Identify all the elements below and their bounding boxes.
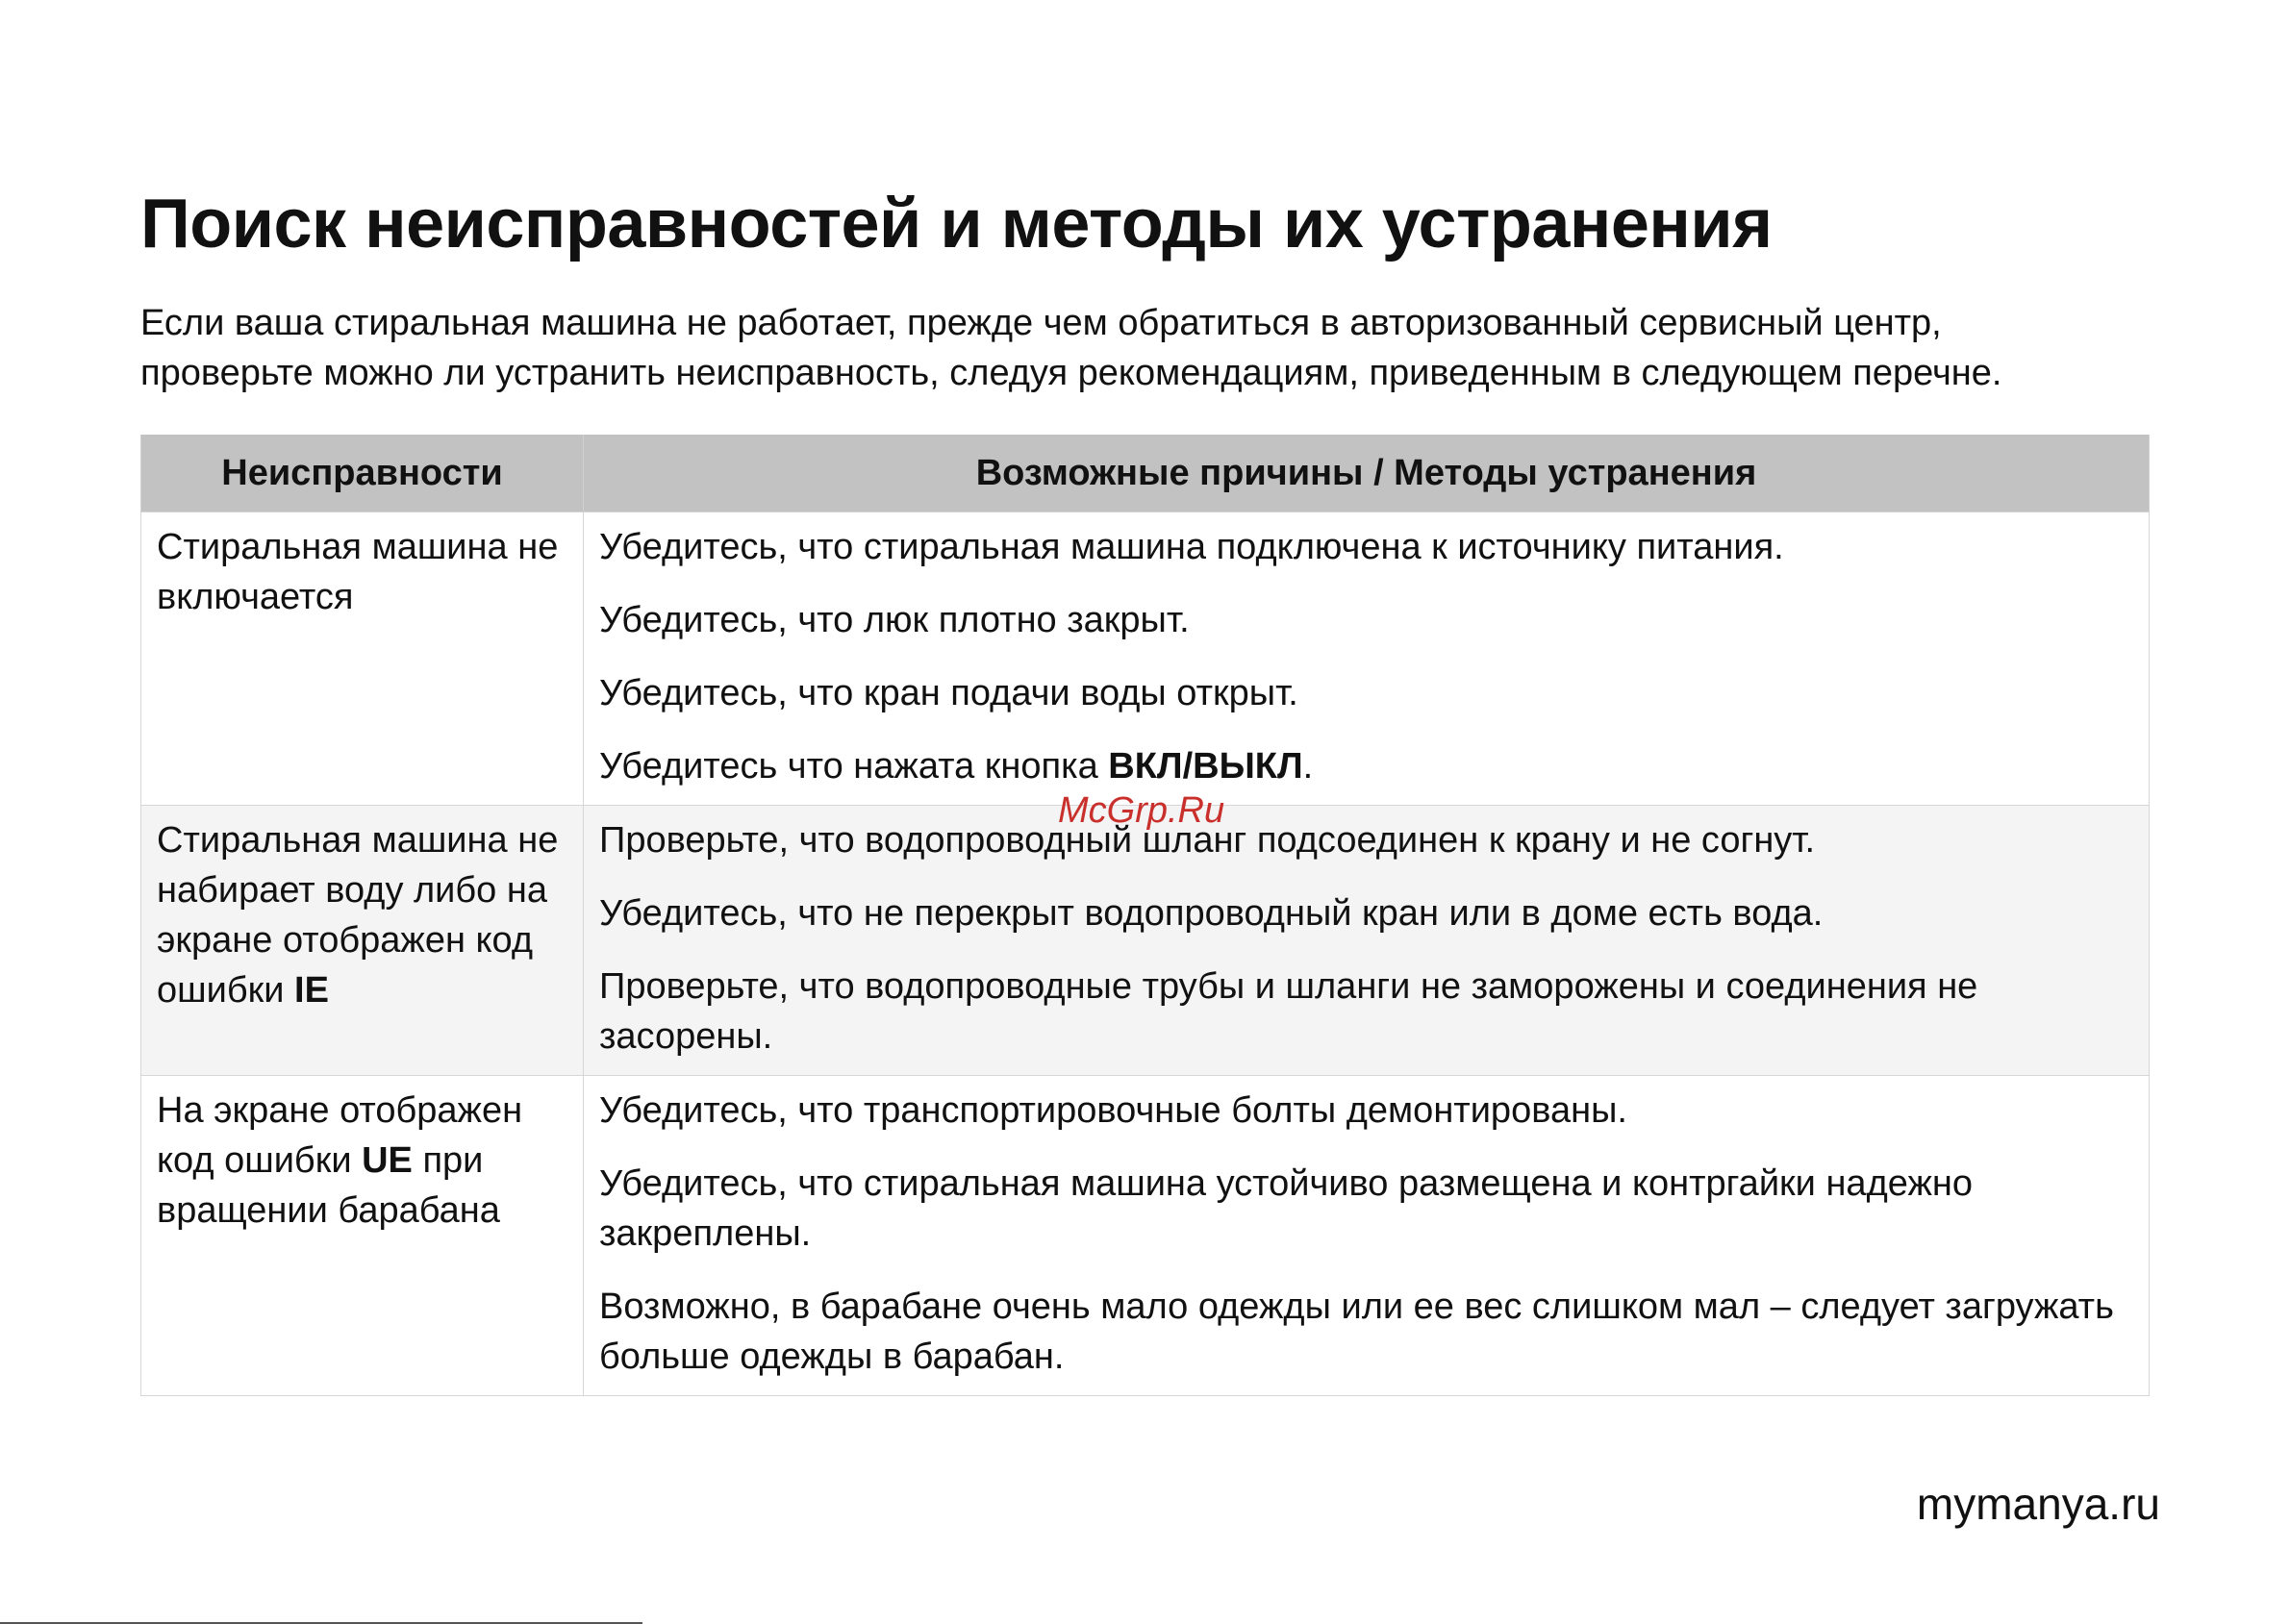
- troubleshooting-table: [140, 435, 2150, 1396]
- fixes-cell: [584, 806, 2150, 1076]
- fault-cell: На экране отображен код ошибки UE при вращении барабана: [141, 1076, 584, 1396]
- error-code: UE: [362, 1140, 413, 1181]
- intro-line-2: проверьте можно ли устранить неисправность, следуя рекомендациям, приведенным в следующем перечне.: [140, 353, 2002, 393]
- fix-item: Убедитесь, что транспортировочные болты демонтированы.: [599, 1090, 1627, 1131]
- fix-item: Убедитесь, что стиральная машина подключена к источнику питания.: [599, 527, 1784, 567]
- fix-item: Проверьте, что водопроводные трубы и шланги не заморожены и соединения не засорены.: [599, 966, 1978, 1057]
- table-row: [141, 512, 2150, 806]
- error-code: IE: [294, 970, 329, 1011]
- table-row: [141, 1076, 2150, 1396]
- fixes-cell: [584, 1076, 2150, 1396]
- fault-cell: Стиральная машина не набирает воду либо на экране отображен код ошибки IE: [141, 806, 584, 1076]
- fix-item: Убедитесь, что кран подачи воды открыт.: [599, 673, 1298, 713]
- intro-line-1: Если ваша стиральная машина не работает, прежде чем обратиться в авторизованный сервисный центр,: [140, 303, 1942, 343]
- header-causes-fixes: Возможные причины / Методы устранения: [584, 435, 2150, 512]
- fix-item: Возможно, в барабане очень мало одежды или ее вес слишком мал – следует загружать больше одежды в барабан.: [599, 1287, 2114, 1377]
- table-header-row: [141, 435, 2150, 512]
- fixes-cell: [584, 512, 2150, 806]
- page-title: Поиск неисправностей и методы их устранения: [140, 186, 1773, 262]
- power-button-label: ВКЛ/ВЫКЛ: [1108, 746, 1303, 787]
- site-name: mymanya.ru: [1916, 1479, 2160, 1529]
- fix-item: Проверьте, что водопроводный шланг подсоединен к крану и не согнут.: [599, 820, 1816, 861]
- fault-cell: Стиральная машина не включается: [141, 512, 584, 806]
- table-row: [141, 806, 2150, 1076]
- intro-text: [140, 298, 2170, 398]
- fix-item: Убедитесь что нажата кнопка ВКЛ/ВЫКЛ.: [599, 746, 1314, 787]
- header-faults: Неисправности: [141, 435, 584, 512]
- fix-item: Убедитесь, что люк плотно закрыт.: [599, 600, 1190, 640]
- fix-item: Убедитесь, что не перекрыт водопроводный кран или в доме есть вода.: [599, 893, 1824, 934]
- watermark: McGrp.Ru: [1058, 790, 1225, 831]
- fix-item: Убедитесь, что стиральная машина устойчиво размещена и контргайки надежно закреплены.: [599, 1163, 1973, 1254]
